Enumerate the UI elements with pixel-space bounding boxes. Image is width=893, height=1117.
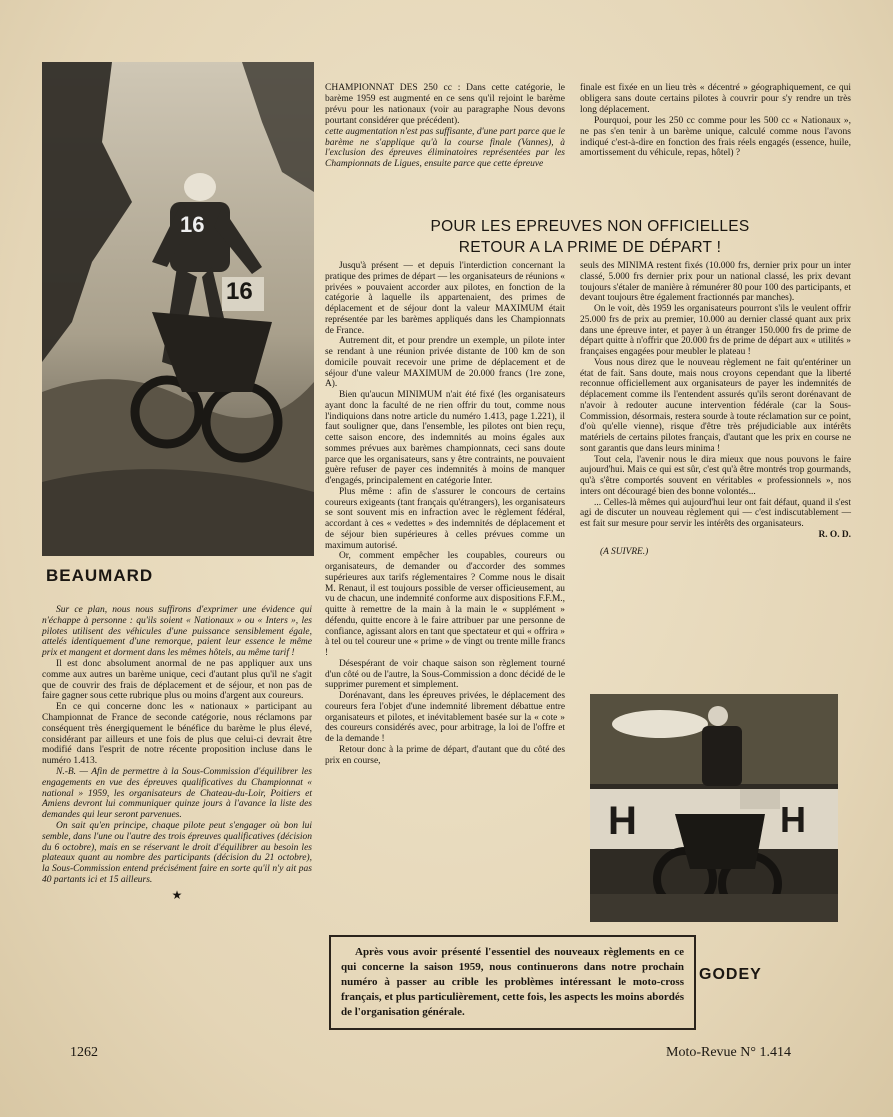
headline-line-1: POUR LES EPREUVES NON OFFICIELLES [430, 218, 750, 235]
photo-beaumard [42, 62, 314, 556]
paragraph: Il est donc absolument anormal de ne pas appliquer aux uns comme aux autres un barème unique, ceci d'autant plus qu'il ne s'agit que de couvrir des frais de déplacement et de séjour, et non pas de faire gagner sous cette rubrique plus ou moins d'argent aux coureurs. [42, 658, 312, 702]
signature: R. O. D. [818, 529, 851, 540]
top-right-column [580, 83, 851, 159]
headline [330, 216, 850, 258]
paragraph: Tout cela, l'avenir nous le dira mieux que nous pouvons le faire aujourd'hui. Mais ce qui est sûr, c'est qu'à être montrés trop gourmands, qu'à s'être comportés souvent en véritables « professionnels », nos inters ont découragé bien des bonne volontés... [580, 454, 851, 497]
paragraph: seuls des MINIMA restent fixés (10.000 frs, dernier prix pour un inter classé, 5.000 frs dernier prix pour un national classé, les prix devant toujours s'étaler de manière à rémunérer 80 pour 100 des participants, et devant toujours être également fractionnés par manches). [580, 261, 851, 304]
middle-column [325, 261, 565, 766]
svg-text:H: H [608, 799, 637, 843]
paragraph: Sur ce plan, nous nous suffirons d'exprimer une évidence qui n'échappe à personne : qu'ils soient « Nationaux » ou « Inters », les pilotes utilisent des véhicules d'une puissance sensiblement égale, attelés identiquement d'une remorque, paient leur essence le même prix et mangent et dorment dans les mêmes hôtels, au même tarif ! [42, 605, 312, 659]
right-column [580, 261, 851, 557]
caption-godey: GODEY [699, 966, 762, 983]
headline-line-2: RETOUR A LA PRIME DE DÉPART ! [458, 239, 722, 256]
paragraph: Plus même : afin de s'assurer le concours de certains coureurs exigeants (tant français qu'étrangers), les organisateurs se sont souvent mis en infraction avec le règlement fédéral, accordant à ces « vedettes » des indemnités de déplacement et de séjour bien supérieures à celles prévues comme un maximum autorisé. [325, 486, 565, 551]
paragraph: Retour donc à la prime de départ, d'autant que du côté des prix en course, [325, 744, 565, 766]
paragraph: CHAMPIONNAT DES 250 cc : Dans cette catégorie, le barème 1959 est augmenté en ce sens qu'il rejoint le barème prévu pour les nationaux (voir au paragraphe Nous devons pourtant considérer que précédent). [325, 83, 565, 126]
closing-note-box: Après vous avoir présenté l'essentiel des nouveaux règlements en ce qui concerne la saison 1959, nous continuerons dans notre prochain numéro à passer au crible les problèmes intéressant le moto-cross français, et plus particulièrement, cette fois, les aspects les moins abordés de l'organisation générale. [329, 935, 696, 1030]
paragraph: En ce qui concerne donc les « nationaux » participant au Championnat de France de seconde catégorie, nous réclamons par conséquent très énergiquement le bénéfice du barème le plus élevé, considérant par ailleurs et une fois de plus que celui-ci devrait être modifié dans l'esprit de notre récente proposition incluse dans le numéro 1.413. [42, 702, 312, 767]
page-number: 1262 [70, 1045, 98, 1060]
paragraph: cette augmentation n'est pas suffisante, d'une part parce que le barème ne s'applique qu'à la course finale (Vannes), à l'exclusion des épreuves éliminatoires représentées par les Championnats de Ligues, ensuite parce que cette épreuve [325, 126, 565, 170]
paragraph: ... Celles-là mêmes qui aujourd'hui leur ont fait défaut, quand il s'est agi de discuter un nouveau règlement qui — c'est indiscutablement — est fait sur mesure pour servir les intérêts des organisateurs. [580, 497, 851, 529]
paragraph: Bien qu'aucun MINIMUM n'ait été fixé (les organisateurs ayant donc la faculté de ne rien offrir du tout, comme nous l'indiquions dans notre article du numéro 1.413, page 1.221), il faut souligner que, dans l'ensemble, les pilotes ont bien reçu, cette saison encore, des indemnités au moins égales aux sommes prévues aux barèmes championnats, ceci sans doute parce que les organisateurs, sans y être contraints, ne pouvaient guère refuser de payer ces indemnités à moins de manquer d'engagés, principalement en catégorie Inter. [325, 390, 565, 486]
caption-beaumard: BEAUMARD [46, 566, 154, 585]
paragraph: Désespérant de voir chaque saison son règlement tourné d'un côté ou de l'autre, la Sous-Commission a donc décidé de le supprimer purement et simplement. [325, 658, 565, 691]
to-be-continued: (A SUIVRE.) [600, 546, 649, 557]
paragraph: On sait qu'en principe, chaque pilote peut s'engager où bon lui semble, dans l'une ou l'autre des trois épreuves qualificatives (décision du 6 octobre), mais en se réservant le droit d'équilibrer au besoin les plateaux quant au nombre des participants (décision du 21 octobre), la Sous-Commission entend précisément faire en sorte qu'il n'y ait pas 40 partants ici et 15 ailleurs. [42, 820, 312, 885]
paragraph: finale est fixée en un lieu très « décentré » géographiquement, ce qui obligera sans doute certains pilotes à couvrir pour s'y rendre un très long déplacement. [580, 83, 851, 115]
paragraph: Pourquoi, pour les 250 cc comme pour les 500 cc « Nationaux », ne pas s'en tenir à un barème unique, calculé comme nous l'avons indiqué c'est-à-dire en fonction des frais réels engagés (essence, huile, amortissement du véhicule, repas, hôtel) ? [580, 115, 851, 159]
paragraph: On le voit, dès 1959 les organisateurs pourront s'ils le veulent offrir 25.000 frs de prix au premier, 10.000 au dernier classé quant aux prix dans une épreuve inter, et payer à un étranger 150.000 frs de prime de départ quitte à n'offrir que 20.000 frs de prime de départ aux « utilités » françaises engagées pour meubler le plateau ! [580, 304, 851, 357]
rider-number-jersey: 16 [180, 212, 205, 237]
top-middle-column [325, 83, 565, 170]
paragraph: Autrement dit, et pour prendre un exemple, un pilote inter se rendant à une réunion privée distante de 100 km de son domicile pouvait recevoir une prime de déplacement et de séjour d'une valeur MAXIMUM de 20.000 francs (1re zone, A). [325, 336, 565, 390]
left-column [42, 605, 312, 901]
photo-godey [590, 694, 838, 922]
rider-number-plate: 16 [226, 278, 253, 305]
paragraph: Dorénavant, dans les épreuves privées, le déplacement des coureurs fera l'objet d'une indemnité librement débattue entre organisateurs et pilotes, et inévitablement basée sur la « cote » des coureurs considérés avec, pour arbitrage, la loi de l'offre et de la demande ! [325, 691, 565, 744]
paragraph: N.-B. — Afin de permettre à la Sous-Commission d'équilibrer les engagements en vue des épreuves qualificatives du Championnat « national » 1959, les organisateurs de Chateau-du-Loir, Poitiers et Amiens devront lui communiquer quinze jours à l'avance la liste des demandes qui leur seront parvenues. [42, 766, 312, 821]
star-separator: ★ [171, 887, 183, 902]
svg-text:H: H [780, 799, 806, 840]
paragraph: Or, comment empêcher les coupables, coureurs ou organisateurs, de demander ou d'accorder des sommes supérieures aux tarifs réglementaires ? Comme nous le disait M. Renaut, il est toujours possible de verser officieusement, au vu de chacun, une indemnité conforme aux dispositions F.F.M., quitte à remettre de la main à la main le « supplément » défendu, quitte encore à le faire attribuer par une personne de confiance, agissant alors en tant que spectateur et qui « offrira » à tel ou tel coureur une « prime » de vingt ou trente mille francs ! [325, 551, 565, 658]
magazine-issue: Moto-Revue N° 1.414 [666, 1045, 791, 1060]
paragraph: Jusqu'à présent — et depuis l'interdiction concernant la pratique des primes de départ — les organisateurs de réunions « privées » pouvaient accorder aux pilotes, en fonction de la catégorie à laquelle ils appartenaient, des primes de déplacement et de séjour dont la valeur MAXIMUM était représentée par les barèmes appliqués dans les Championnats de France. [325, 261, 565, 336]
paragraph: Vous nous direz que le nouveau règlement ne fait qu'entériner un état de fait. Sans doute, mais nous croyons cependant que la liberté reconnue officiellement aux organisateurs de payer les indemnités de déplacement comme ils l'entendent assurés qu'ils seront dorénavant de n'avoir à redouter aucune intervention fédérale (car la Sous-Commission, désormais, restera sourde à toute réclamation sur ce point, d'où qu'elle vienne), risque d'être très préjudiciable aux intérêts matériels de certains pilotes français, d'autant que les prix en course ne sont garantis que dans leurs minima ! [580, 357, 851, 454]
